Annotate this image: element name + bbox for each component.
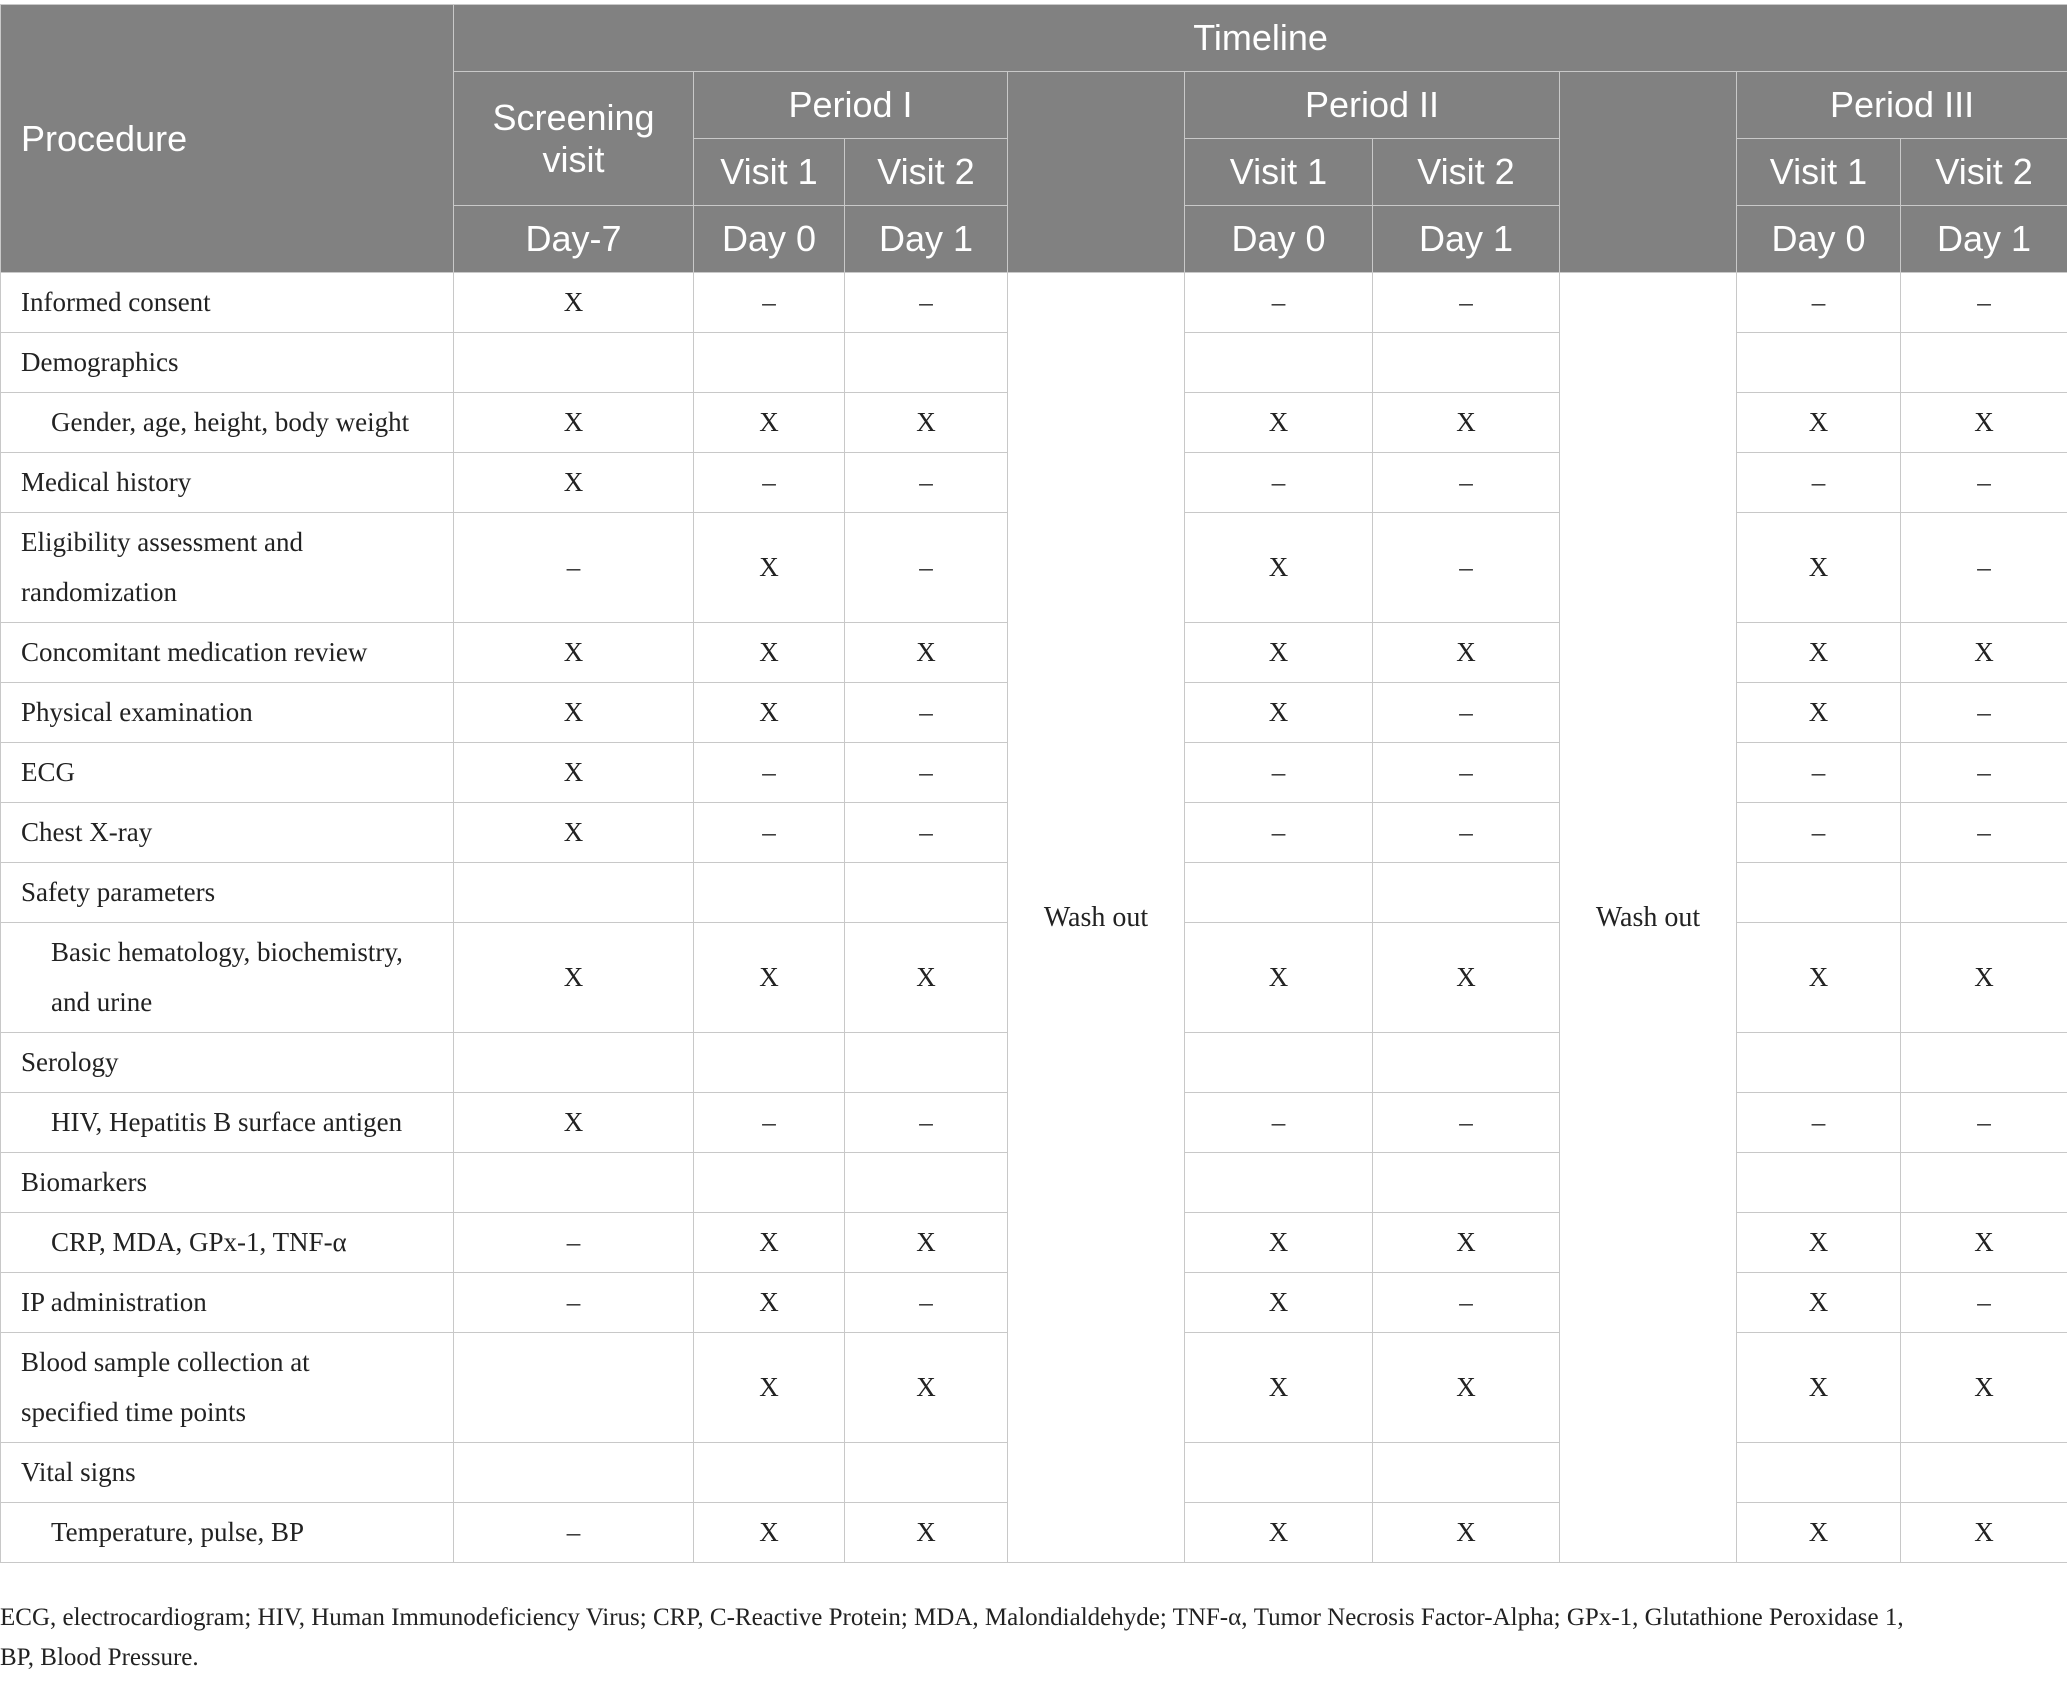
p3-visit2-cell: – (1901, 803, 2067, 863)
procedure-cell: Informed consent (1, 273, 454, 333)
table-footnote (0, 1598, 2050, 1678)
p3-visit1-cell: – (1737, 1093, 1901, 1153)
p3-day1-header: Day 1 (1901, 206, 2067, 273)
p3-visit2-cell (1901, 863, 2067, 923)
p2-visit1-cell: X (1185, 393, 1373, 453)
p1-visit2-cell: X (845, 623, 1008, 683)
p1-visit2-cell: X (845, 1213, 1008, 1273)
p2-visit2-cell: – (1373, 273, 1560, 333)
p2-visit1-cell: X (1185, 683, 1373, 743)
screening-cell (454, 1443, 694, 1503)
p1-visit1-cell: X (694, 513, 845, 623)
screening-cell: X (454, 453, 694, 513)
p3-visit1-cell: X (1737, 923, 1901, 1033)
p3-visit1-cell: X (1737, 1333, 1901, 1443)
p2-visit2-cell: – (1373, 803, 1560, 863)
p2-visit2-cell: – (1373, 1093, 1560, 1153)
p1-visit2-cell (845, 863, 1008, 923)
p3-visit1-cell: – (1737, 803, 1901, 863)
footnote-line-2: BP, Blood Pressure. (0, 1644, 199, 1671)
procedure-cell: Safety parameters (1, 863, 454, 923)
p2-day0-header: Day 0 (1185, 206, 1373, 273)
screening-cell: X (454, 273, 694, 333)
procedure-cell: ECG (1, 743, 454, 803)
procedure-cell: Concomitant medication review (1, 623, 454, 683)
p1-visit1-cell: X (694, 683, 845, 743)
washout-1-header (1008, 72, 1185, 273)
washout-1-cell: Wash out (1008, 273, 1185, 1563)
p3-visit2-header: Visit 2 (1901, 139, 2067, 206)
p1-visit1-cell (694, 863, 845, 923)
p2-visit2-cell (1373, 333, 1560, 393)
p3-visit2-cell: – (1901, 513, 2067, 623)
p2-visit2-cell: X (1373, 1213, 1560, 1273)
p3-visit1-cell: X (1737, 1213, 1901, 1273)
timeline-header: Timeline (454, 5, 2067, 72)
p2-visit2-cell: X (1373, 623, 1560, 683)
p3-visit1-cell: X (1737, 623, 1901, 683)
p3-visit2-cell: X (1901, 393, 2067, 453)
p1-visit1-cell: – (694, 1093, 845, 1153)
p1-visit2-cell: X (845, 1503, 1008, 1563)
procedure-line-1: Blood sample collection at (21, 1346, 310, 1377)
p3-visit2-cell: X (1901, 923, 2067, 1033)
screening-cell: X (454, 803, 694, 863)
p2-visit1-cell (1185, 1443, 1373, 1503)
screening-cell: X (454, 1093, 694, 1153)
p1-visit1-cell: X (694, 1213, 845, 1273)
p1-visit2-cell: – (845, 513, 1008, 623)
p3-visit1-cell (1737, 333, 1901, 393)
period-2-header: Period II (1185, 72, 1560, 139)
p2-visit2-cell: – (1373, 1273, 1560, 1333)
table-header (1, 5, 2067, 273)
p3-visit1-cell: – (1737, 743, 1901, 803)
p3-visit2-cell (1901, 1443, 2067, 1503)
p2-visit2-cell: X (1373, 923, 1560, 1033)
procedure-header: Procedure (1, 5, 454, 273)
p1-visit1-cell: X (694, 923, 845, 1033)
procedure-cell (1, 923, 454, 1033)
p1-visit1-cell (694, 1443, 845, 1503)
screening-cell (454, 1033, 694, 1093)
footnote-line-1: ECG, electrocardiogram; HIV, Human Immunodeficiency Virus; CRP, C-Reactive Protein; MDA, Malondialdehyde; TNF-α, Tumor Necrosis Factor-Alpha; GPx-1, Glutathione Peroxidase 1, (0, 1604, 1904, 1631)
p2-visit1-cell: X (1185, 1333, 1373, 1443)
screening-cell: – (454, 513, 694, 623)
p2-visit1-cell: X (1185, 923, 1373, 1033)
p1-visit1-cell (694, 333, 845, 393)
p1-visit1-cell: – (694, 453, 845, 513)
p3-visit1-cell (1737, 863, 1901, 923)
p1-visit2-cell: – (845, 803, 1008, 863)
screening-cell: X (454, 743, 694, 803)
p3-visit1-cell: – (1737, 273, 1901, 333)
p2-visit1-header: Visit 1 (1185, 139, 1373, 206)
p3-visit2-cell: – (1901, 1093, 2067, 1153)
p3-visit1-cell (1737, 1153, 1901, 1213)
p1-visit1-cell: X (694, 393, 845, 453)
p1-visit2-cell: – (845, 453, 1008, 513)
screening-cell: – (454, 1273, 694, 1333)
procedure-cell: Serology (1, 1033, 454, 1093)
p3-visit1-cell: X (1737, 513, 1901, 623)
p3-visit2-cell: – (1901, 273, 2067, 333)
p3-visit2-cell: – (1901, 453, 2067, 513)
p2-visit2-header: Visit 2 (1373, 139, 1560, 206)
p3-visit1-cell: X (1737, 393, 1901, 453)
p1-visit2-cell: – (845, 273, 1008, 333)
p3-visit2-cell (1901, 333, 2067, 393)
p1-visit1-cell: X (694, 1333, 845, 1443)
screening-day-header: Day-7 (454, 206, 694, 273)
p2-visit1-cell: – (1185, 743, 1373, 803)
procedure-cell: Chest X-ray (1, 803, 454, 863)
schedule-table (0, 4, 2067, 1563)
p2-visit2-cell (1373, 1153, 1560, 1213)
p3-visit2-cell: – (1901, 743, 2067, 803)
p2-visit2-cell: X (1373, 1503, 1560, 1563)
p1-visit1-cell: – (694, 273, 845, 333)
p2-visit2-cell: – (1373, 453, 1560, 513)
screening-cell: – (454, 1213, 694, 1273)
p1-visit2-cell: – (845, 743, 1008, 803)
p2-visit2-cell: – (1373, 513, 1560, 623)
p2-visit2-cell (1373, 863, 1560, 923)
p1-visit1-cell: X (694, 623, 845, 683)
p1-visit1-cell: X (694, 1503, 845, 1563)
p2-visit1-cell: – (1185, 1093, 1373, 1153)
procedure-cell: Vital signs (1, 1443, 454, 1503)
p1-day1-header: Day 1 (845, 206, 1008, 273)
screening-cell: X (454, 683, 694, 743)
p1-visit2-cell (845, 1443, 1008, 1503)
procedure-line-2: and urine (51, 986, 153, 1017)
p2-visit1-cell: X (1185, 623, 1373, 683)
washout-2-cell: Wash out (1560, 273, 1737, 1563)
screening-cell: X (454, 393, 694, 453)
procedure-cell (1, 1333, 454, 1443)
p3-visit2-cell: X (1901, 1333, 2067, 1443)
screening-visit-header: Screening visit (454, 72, 694, 206)
p1-visit1-cell: – (694, 803, 845, 863)
p1-visit2-header: Visit 2 (845, 139, 1008, 206)
screening-cell (454, 863, 694, 923)
procedure-line-1: Eligibility assessment and (21, 526, 303, 557)
procedure-cell (1, 513, 454, 623)
p2-visit1-cell: – (1185, 803, 1373, 863)
p2-day1-header: Day 1 (1373, 206, 1560, 273)
p2-visit2-cell: – (1373, 743, 1560, 803)
procedure-cell: Physical examination (1, 683, 454, 743)
p3-visit1-header: Visit 1 (1737, 139, 1901, 206)
p1-visit1-header: Visit 1 (694, 139, 845, 206)
p2-visit2-cell (1373, 1033, 1560, 1093)
p3-visit1-cell: X (1737, 683, 1901, 743)
p3-visit2-cell (1901, 1153, 2067, 1213)
screening-cell (454, 1153, 694, 1213)
p1-visit2-cell: X (845, 393, 1008, 453)
procedure-line-1: Basic hematology, biochemistry, (51, 936, 403, 967)
p3-visit2-cell: – (1901, 1273, 2067, 1333)
p3-visit2-cell: X (1901, 623, 2067, 683)
p1-visit2-cell (845, 1033, 1008, 1093)
p2-visit1-cell (1185, 1153, 1373, 1213)
p1-visit2-cell (845, 1153, 1008, 1213)
p1-visit2-cell: X (845, 923, 1008, 1033)
procedure-cell: Biomarkers (1, 1153, 454, 1213)
p3-visit2-cell: X (1901, 1213, 2067, 1273)
table-row (1, 273, 2067, 333)
period-1-header: Period I (694, 72, 1008, 139)
p3-visit1-cell: – (1737, 453, 1901, 513)
screening-cell (454, 1333, 694, 1443)
p2-visit1-cell (1185, 333, 1373, 393)
screening-cell: – (454, 1503, 694, 1563)
table-body (1, 273, 2067, 1563)
p3-visit2-cell (1901, 1033, 2067, 1093)
p1-day0-header: Day 0 (694, 206, 845, 273)
p1-visit2-cell: – (845, 1093, 1008, 1153)
p3-visit1-cell: X (1737, 1273, 1901, 1333)
washout-2-header (1560, 72, 1737, 273)
p1-visit2-cell: – (845, 1273, 1008, 1333)
screening-cell: X (454, 623, 694, 683)
period-3-header: Period III (1737, 72, 2067, 139)
procedure-cell: Demographics (1, 333, 454, 393)
screening-cell (454, 333, 694, 393)
p3-day0-header: Day 0 (1737, 206, 1901, 273)
procedure-cell: IP administration (1, 1273, 454, 1333)
p1-visit1-cell (694, 1153, 845, 1213)
p1-visit1-cell: – (694, 743, 845, 803)
procedure-line-2: randomization (21, 576, 177, 607)
p3-visit1-cell (1737, 1033, 1901, 1093)
p2-visit1-cell (1185, 863, 1373, 923)
p2-visit1-cell: – (1185, 273, 1373, 333)
p2-visit1-cell (1185, 1033, 1373, 1093)
p3-visit1-cell: X (1737, 1503, 1901, 1563)
p3-visit2-cell: – (1901, 683, 2067, 743)
p2-visit1-cell: X (1185, 513, 1373, 623)
procedure-cell: HIV, Hepatitis B surface antigen (1, 1093, 454, 1153)
p2-visit2-cell: X (1373, 1333, 1560, 1443)
procedure-line-2: specified time points (21, 1396, 246, 1427)
p2-visit1-cell: – (1185, 453, 1373, 513)
p1-visit2-cell (845, 333, 1008, 393)
procedure-cell: Gender, age, height, body weight (1, 393, 454, 453)
p2-visit1-cell: X (1185, 1213, 1373, 1273)
procedure-cell: Temperature, pulse, BP (1, 1503, 454, 1563)
p3-visit1-cell (1737, 1443, 1901, 1503)
screening-cell: X (454, 923, 694, 1033)
p1-visit1-cell: X (694, 1273, 845, 1333)
p1-visit2-cell: X (845, 1333, 1008, 1443)
p2-visit1-cell: X (1185, 1503, 1373, 1563)
p2-visit1-cell: X (1185, 1273, 1373, 1333)
p3-visit2-cell: X (1901, 1503, 2067, 1563)
p2-visit2-cell: X (1373, 393, 1560, 453)
procedure-cell: Medical history (1, 453, 454, 513)
p1-visit2-cell: – (845, 683, 1008, 743)
p2-visit2-cell: – (1373, 683, 1560, 743)
p2-visit2-cell (1373, 1443, 1560, 1503)
p1-visit1-cell (694, 1033, 845, 1093)
procedure-cell: CRP, MDA, GPx-1, TNF-α (1, 1213, 454, 1273)
